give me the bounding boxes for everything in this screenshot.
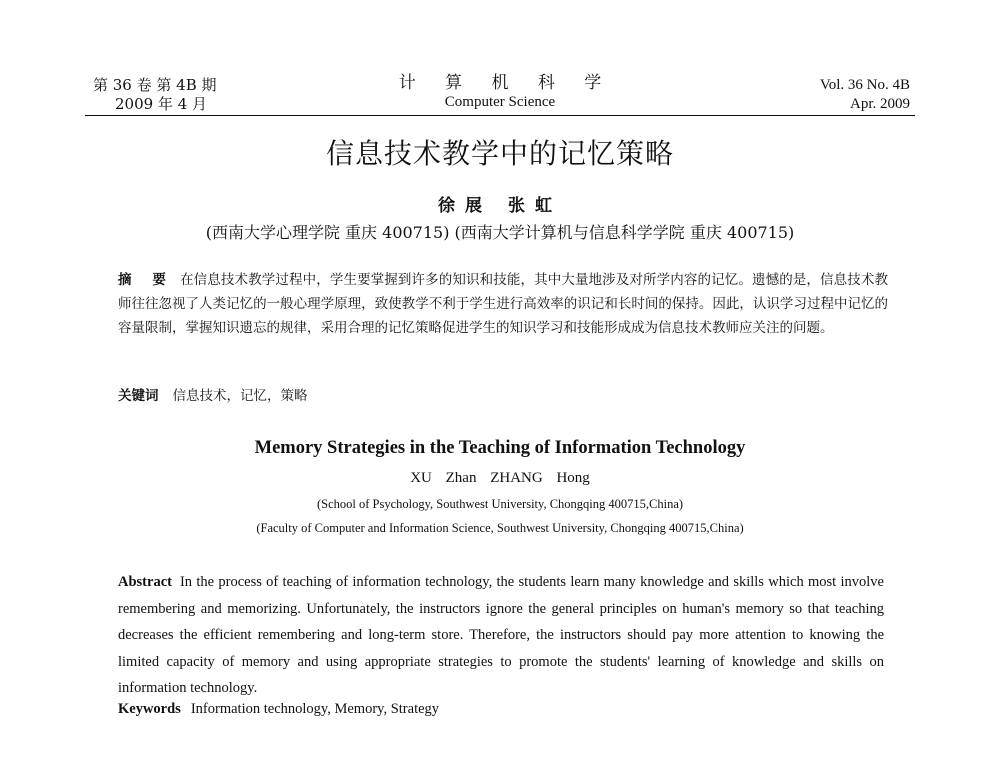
keywords-cn — [118, 384, 308, 404]
volume-issue-en: Vol. 36 No. 4B — [819, 77, 910, 93]
paper-title-en: Memory Strategies in the Teaching of Information Technology — [254, 438, 746, 458]
authors-en: XU Zhan ZHANG Hong — [410, 470, 590, 486]
abstract-cn — [118, 268, 888, 340]
header-right — [820, 76, 910, 114]
volume-issue-cn: 第 36 卷 第 4B 期 — [93, 76, 217, 94]
date-en: Apr. 2009 — [850, 96, 910, 112]
journal-name-cn: 计 算 机 科 学 — [398, 73, 614, 93]
affiliations-cn: (西南大学心理学院 重庆 400715) (西南大学计算机与信息科学学院 重庆 400715) — [205, 223, 795, 242]
keywords-cn-text: 信息技术，记忆，策略 — [172, 388, 308, 404]
affiliation-en-1: (School of Psychology, Southwest University, Chongqing 400715,China) — [316, 497, 684, 511]
header-center — [85, 74, 915, 112]
affiliation-en-2: (Faculty of Computer and Information Science, Southwest University, Chongqing 400715,China) — [256, 521, 744, 535]
paper-title-cn: 信息技术教学中的记忆策略 — [325, 137, 674, 170]
abstract-cn-label: 摘 要 — [118, 272, 175, 288]
abstract-cn-text: 在信息技术教学过程中，学生要掌握到许多的知识和技能，其中大量地涉及对所学内容的记忆。遗憾的是，信息技术教师往往忽视了人类记忆的一般心理学原理，致使教学不利于学生进行高效率的识记和长时间的保持。因此，认识学习过程中记忆的容量限制，掌握知识遗忘的规律，采用合理的记忆策略促进学生的知识学习和技能形成成为信息技术教师应关注的问题。 — [118, 272, 889, 336]
abstract-en — [118, 569, 884, 702]
authors-cn: 徐展 张虹 — [438, 196, 562, 216]
journal-name-en: Computer Science — [444, 94, 556, 110]
abstract-en-label: Abstract — [118, 574, 172, 590]
running-header — [85, 70, 915, 118]
header-rule — [85, 115, 915, 116]
keywords-en — [118, 701, 439, 718]
keywords-cn-label: 关键词 — [118, 388, 159, 404]
keywords-en-text: Information technology, Memory, Strategy — [190, 701, 440, 717]
keywords-en-label: Keywords — [118, 701, 181, 717]
abstract-en-text: In the process of teaching of information technology, the students learn many knowledge and skills which most involve remembering and memorizing. Unfortunately, the instructors ignore the general principles on human's memory so that teaching decreases the efficient remembering and long-term store. Therefore, the instructors should pay more attention to knowing the limited capacity of memory and using appropriate strategies to promote the students' learning of knowledge and skills on information technology. — [118, 574, 884, 696]
date-cn: 2009 年 4 月 — [115, 95, 208, 113]
